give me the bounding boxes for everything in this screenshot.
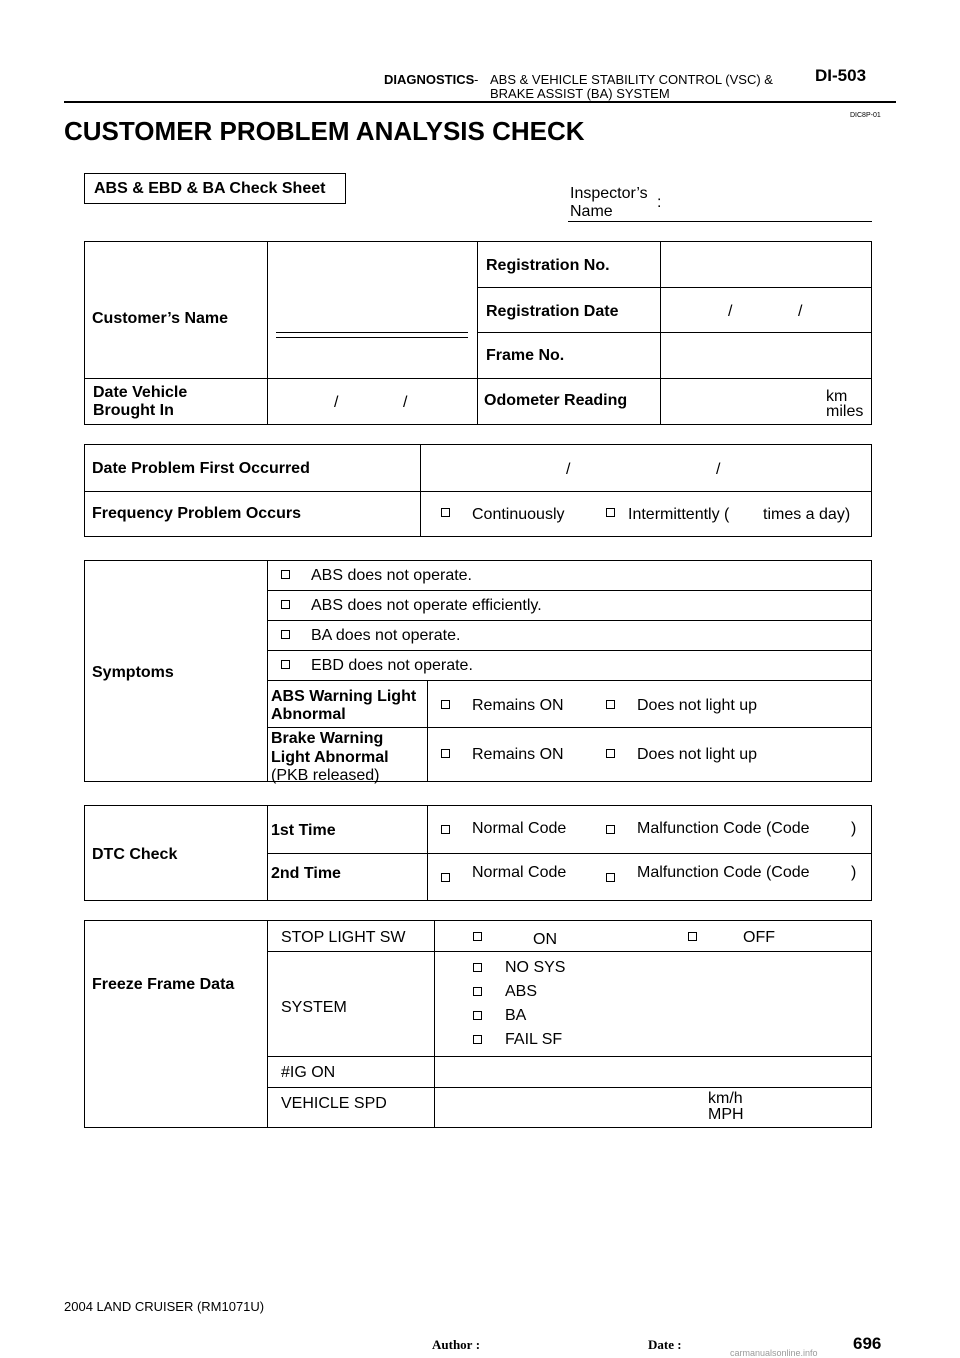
date-vehicle-label-line2: Brought In (93, 402, 174, 419)
first-normal-code-checkbox[interactable] (441, 825, 450, 834)
inspector-label-line2: Name (570, 203, 613, 220)
times-a-day-label: times a day) (763, 506, 851, 523)
brake-warning-label-line1: Brake Warning (271, 730, 384, 747)
abs-not-efficient-label: ABS does not operate efficiently. (311, 597, 542, 614)
abs-warning-remains-on-label: Remains ON (472, 697, 564, 714)
abs-label: ABS (505, 983, 538, 1000)
no-sys-label: NO SYS (505, 959, 566, 976)
stop-light-on-checkbox[interactable] (473, 932, 482, 941)
brake-warning-no-light-label: Does not light up (637, 746, 758, 763)
first-malfunction-close: ) (851, 820, 857, 837)
abs-not-operate-label: ABS does not operate. (311, 567, 472, 584)
doc-code: DIC8P-01 (850, 112, 881, 119)
first-time-label: 1st Time (271, 822, 336, 839)
frequency-label: Frequency Problem Occurs (92, 505, 301, 522)
check-sheet-label: ABS & EBD & BA Check Sheet (94, 180, 326, 197)
stop-light-on-label: ON (533, 931, 557, 948)
first-malfunction-code-checkbox[interactable] (606, 825, 615, 834)
fail-sf-checkbox[interactable] (473, 1035, 482, 1044)
header-dash: - (474, 72, 479, 87)
continuously-label: Continuously (472, 506, 565, 523)
odometer-km: km (826, 388, 848, 405)
page-title: CUSTOMER PROBLEM ANALYSIS CHECK (64, 116, 585, 146)
registration-date-slash-2: / (798, 303, 803, 320)
frame-no-label: Frame No. (486, 347, 565, 364)
odometer-miles: miles (826, 403, 864, 420)
header-system-line2: BRAKE ASSIST (BA) SYSTEM (490, 86, 670, 101)
brake-warning-remains-on-label: Remains ON (472, 746, 564, 763)
second-normal-code-checkbox[interactable] (441, 873, 450, 882)
header-system-line1: ABS & VEHICLE STABILITY CONTROL (VSC) & (490, 72, 773, 87)
symptoms-label: Symptoms (92, 664, 174, 681)
date-first-occurred-label: Date Problem First Occurred (92, 460, 310, 477)
continuously-checkbox[interactable] (441, 508, 450, 517)
system-label: SYSTEM (281, 999, 347, 1016)
dtc-check-label: DTC Check (92, 846, 178, 863)
ba-not-operate-checkbox[interactable] (281, 630, 290, 639)
no-sys-checkbox[interactable] (473, 963, 482, 972)
abs-checkbox[interactable] (473, 987, 482, 996)
footer-author-label: Author : (432, 1337, 481, 1352)
vehicle-spd-mph: MPH (708, 1106, 744, 1123)
customer-name-label: Customer’s Name (92, 310, 229, 327)
vehicle-spd-label: VEHICLE SPD (281, 1095, 387, 1112)
ba-checkbox[interactable] (473, 1011, 482, 1020)
date-vehicle-slash-2: / (403, 394, 408, 411)
footer-date-label: Date : (648, 1337, 682, 1352)
brake-warning-no-light-checkbox[interactable] (606, 749, 615, 758)
date-vehicle-label-line1: Date Vehicle (93, 384, 188, 401)
registration-date-slash-1: / (728, 303, 733, 320)
header-rule (64, 101, 896, 103)
abs-warning-remains-on-checkbox[interactable] (441, 700, 450, 709)
abs-not-efficient-checkbox[interactable] (281, 600, 290, 609)
abs-warning-label-line1: ABS Warning Light (271, 688, 417, 705)
inspector-colon: : (657, 194, 662, 211)
brake-warning-label-line2: Light Abnormal (271, 749, 389, 766)
registration-no-label: Registration No. (486, 257, 610, 274)
fail-sf-label: FAIL SF (505, 1031, 563, 1048)
abs-warning-no-light-checkbox[interactable] (606, 700, 615, 709)
abs-warning-label-line2: Abnormal (271, 706, 346, 723)
customer-name-line[interactable] (276, 332, 468, 333)
header-section: DIAGNOSTICS (384, 72, 475, 87)
ba-not-operate-label: BA does not operate. (311, 627, 461, 644)
freeze-frame-label: Freeze Frame Data (92, 976, 235, 993)
abs-not-operate-checkbox[interactable] (281, 570, 290, 579)
brake-warning-label-line3: (PKB released) (271, 767, 380, 784)
date-first-slash-1: / (566, 461, 571, 478)
first-malfunction-code-label: Malfunction Code (Code (637, 820, 810, 837)
footer-page-number: 696 (853, 1334, 882, 1353)
customer-table (84, 241, 872, 425)
ebd-not-operate-checkbox[interactable] (281, 660, 290, 669)
ba-label: BA (505, 1007, 527, 1024)
second-malfunction-code-checkbox[interactable] (606, 873, 615, 882)
inspector-label-line1: Inspector’s (570, 185, 648, 202)
date-first-slash-2: / (716, 461, 721, 478)
odometer-label: Odometer Reading (484, 392, 628, 409)
brake-warning-remains-on-checkbox[interactable] (441, 749, 450, 758)
ig-on-label: #IG ON (281, 1064, 336, 1081)
intermittently-checkbox[interactable] (606, 508, 615, 517)
check-sheet-label-box (84, 173, 346, 204)
vehicle-spd-kmh: km/h (708, 1090, 743, 1107)
stop-light-off-checkbox[interactable] (688, 932, 697, 941)
inspector-name-line[interactable] (568, 221, 872, 222)
second-malfunction-code-label: Malfunction Code (Code (637, 864, 810, 881)
second-time-label: 2nd Time (271, 865, 341, 882)
registration-date-label: Registration Date (486, 303, 619, 320)
watermark: carmanualsonline.info (730, 1348, 818, 1358)
stop-light-sw-label: STOP LIGHT SW (281, 929, 406, 946)
page-code: DI-503 (815, 66, 867, 85)
intermittently-label: Intermittently ( (628, 506, 730, 523)
second-malfunction-close: ) (851, 864, 857, 881)
stop-light-off-label: OFF (743, 929, 775, 946)
date-vehicle-slash-1: / (334, 394, 339, 411)
first-normal-code-label: Normal Code (472, 820, 567, 837)
footer-model: 2004 LAND CRUISER (RM1071U) (64, 1299, 265, 1314)
second-normal-code-label: Normal Code (472, 864, 567, 881)
abs-warning-no-light-label: Does not light up (637, 697, 758, 714)
ebd-not-operate-label: EBD does not operate. (311, 657, 473, 674)
